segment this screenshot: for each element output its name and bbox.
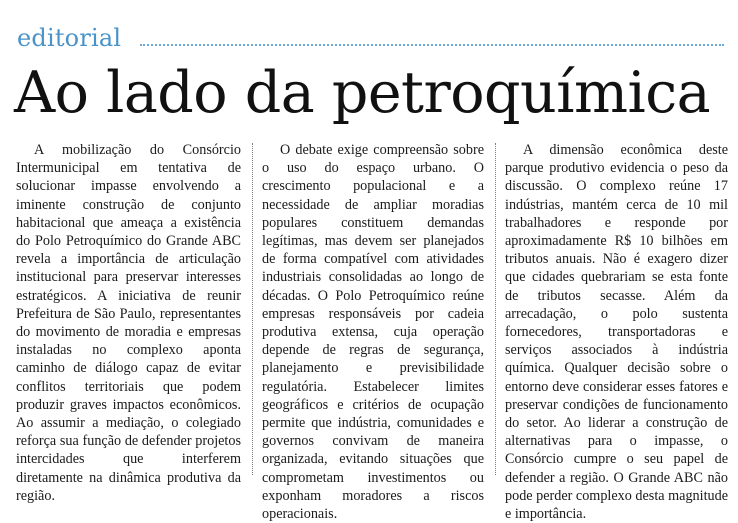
paragraph: A mobilização do Consórcio Intermunicipal em tentativa de solucionar impasse envolvendo a iminente construção de conjunto habitacional que ameaça a existência do Polo Petroquímico do Grande ABC revela a importância de articulação institucional para preservar interesses estratégicos. A iniciativa de reunir Prefeitura de São Paulo, representantes do movimento de moradia e empresas instaladas no complexo aponta caminho de diálogo capaz de evitar conflitos territoriais que podem produzir graves impactos econômicos. Ao assumir a mediação, o colegiado reforça sua função de defender projetos intercidades que interferem diretamente na dinâmica produtiva da região.	[16, 142, 241, 504]
article-column-2	[262, 141, 484, 523]
article-column-3	[505, 141, 728, 523]
column-divider	[495, 143, 496, 475]
section-rule	[140, 44, 724, 46]
section-label: editorial	[17, 24, 122, 52]
column-divider	[252, 143, 253, 475]
headline: Ao lado da petroquímica	[14, 60, 711, 126]
article-body	[0, 141, 738, 523]
paragraph: A dimensão econômica deste parque produtivo evidencia o peso da discussão. O complexo reúne 17 indústrias, mantém cerca de 10 mil trabalhadores e responde por aproximadamente R$ 10 bilhões em tributos anuais. Não é exagero dizer que cidades quebrariam se esta fonte de tributos secasse. Além da arrecadação, o polo sustenta fornecedores, transportadoras e serviços associados à indústria química. Qualquer decisão sobre o entorno deve considerar esses fatores e preservar condições de funcionamento do setor. Ao liderar a construção de alternativas para o impasse, o Consórcio cumpre o seu papel de defender a região. O Grande ABC não pode perder complexo desta magnitude e importância.	[505, 142, 728, 523]
article-column-1	[16, 141, 241, 505]
paragraph: O debate exige compreensão sobre o uso do espaço urbano. O crescimento populacional e a necessidade de ampliar moradias populares constituem demandas legítimas, mas devem ser planejados de forma compatível com atividades industriais consolidadas ao longo de décadas. O Polo Petroquímico reúne empresas responsáveis por cadeia produtiva extensa, cuja operação depende de regras de segurança, planejamento e previsibilidade regulatória. Estabelecer limites geográficos e critérios de ocupação permite que indústria, comunidades e governos convivam de maneira organizada, evitando situações que comprometam investimentos ou exponham moradores a riscos operacionais.	[262, 142, 484, 523]
